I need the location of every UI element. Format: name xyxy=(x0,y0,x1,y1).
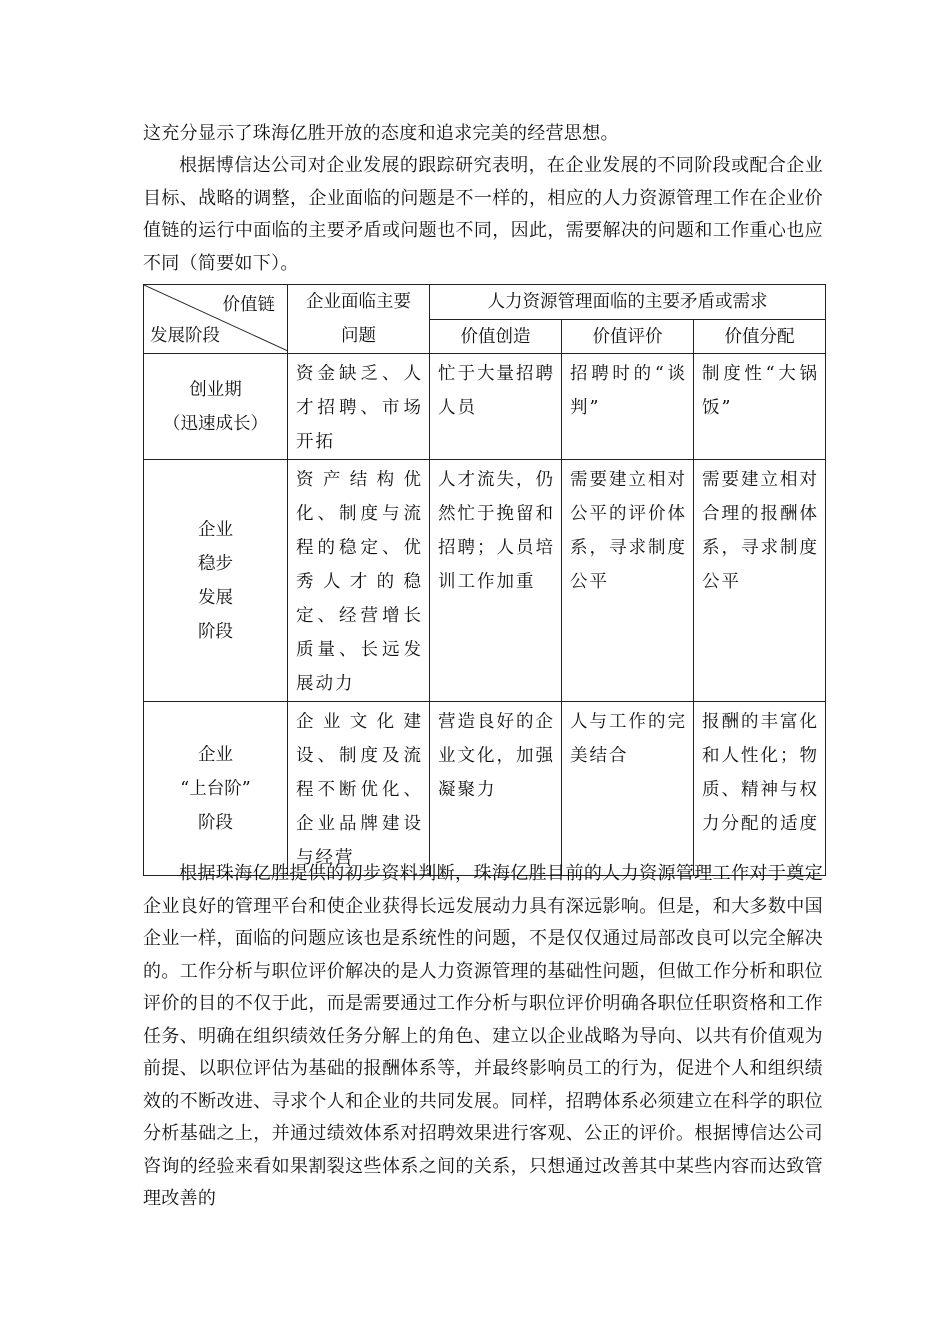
table-row xyxy=(144,702,826,876)
table-row xyxy=(144,460,826,702)
header-enterprise-problem-label: 企业面临主要问题 xyxy=(306,292,411,346)
header-hr-group: 人力资源管理面临的主要矛盾或需求 xyxy=(430,285,826,320)
problem-cell: 资产结构优化、制度与流程的稳定、优秀人才的稳定、经营增长质量、长远发展动力 xyxy=(288,460,430,702)
value-evaluate-cell: 人与工作的完美结合 xyxy=(562,702,694,876)
value-distribute-cell: 制度性“大锅饭” xyxy=(694,354,826,460)
header-value-create: 价值创造 xyxy=(430,320,562,354)
corner-label-value-chain: 价值链 xyxy=(222,295,275,315)
stage-cell xyxy=(144,354,288,460)
header-value-evaluate: 价值评价 xyxy=(562,320,694,354)
value-create-cell: 营造良好的企业文化，加强凝聚力 xyxy=(430,702,562,876)
development-stage-table xyxy=(143,284,826,876)
value-create-cell: 忙于大量招聘人员 xyxy=(430,354,562,460)
problem-cell: 资金缺乏、人才招聘、市场开拓 xyxy=(288,354,430,460)
problem-cell: 企业文化建设、制度及流程不断优化、企业品牌建设与经营 xyxy=(288,702,430,876)
stage-label: 创业期 （迅速成长） xyxy=(163,379,268,434)
header-enterprise-problem xyxy=(288,285,430,354)
table-corner-cell xyxy=(144,285,288,354)
paragraph-analysis: 根据珠海亿胜提供的初步资料判断，珠海亿胜目前的人力资源管理工作对于奠定企业良好的管理平台和使企业获得长远发展动力具有深远影响。但是，和大多数中国企业一样，面临的问题应该也是系统性的问题，不是仅仅通过局部改良可以完全解决的。工作分析与职位评价解决的是人力资源管理的基础性问题，但做工作分析和职位评价的目的不仅于此，而是需要通过工作分析与职位评价明确各职位任职资格和工作任务、明确在组织绩效任务分解上的角色、建立以企业战略为导向、以共有价值观为前提、以职位评估为基础的报酬体系等，并最终影响员工的行为，促进个人和组织绩效的不断改进、寻求个人和企业的共同发展。同样，招聘体系必须建立在科学的职位分析基础之上，并通过绩效体系对招聘效果进行客观、公正的评价。根据博信达公司咨询的经验来看如果割裂这些体系之间的关系，只想通过改善其中某些内容而达致管理改善的 xyxy=(143,863,823,1209)
stage-cell xyxy=(144,460,288,702)
stage-label: 企业 稳步 发展 阶段 xyxy=(198,519,233,642)
value-evaluate-cell: 需要建立相对公平的评价体系，寻求制度公平 xyxy=(562,460,694,702)
header-value-distribute: 价值分配 xyxy=(694,320,826,354)
value-distribute-cell: 需要建立相对合理的报酬体系，寻求制度公平 xyxy=(694,460,826,702)
stage-label: 企业 “上台阶” 阶段 xyxy=(180,744,251,833)
value-create-cell: 人才流失，仍然忙于挽留和招聘；人员培训工作加重 xyxy=(430,460,562,702)
value-distribute-cell: 报酬的丰富化和人性化；物质、精神与权力分配的适度 xyxy=(694,702,826,876)
paragraph-intro: 这充分显示了珠海亿胜开放的态度和追求完美的经营思想。 xyxy=(143,123,619,144)
table-row xyxy=(144,354,826,460)
corner-label-stage: 发展阶段 xyxy=(150,326,220,346)
value-evaluate-cell: 招聘时的“谈判” xyxy=(562,354,694,460)
paragraph-research: 根据博信达公司对企业发展的跟踪研究表明，在企业发展的不同阶段或配合企业目标、战略的调整，企业面临的问题是不一样的，相应的人力资源管理工作在企业价值链的运行中面临的主要矛盾或问题也不同，因此，需要解决的问题和工作重心也应不同（简要如下）。 xyxy=(143,155,823,274)
stage-cell xyxy=(144,702,288,876)
